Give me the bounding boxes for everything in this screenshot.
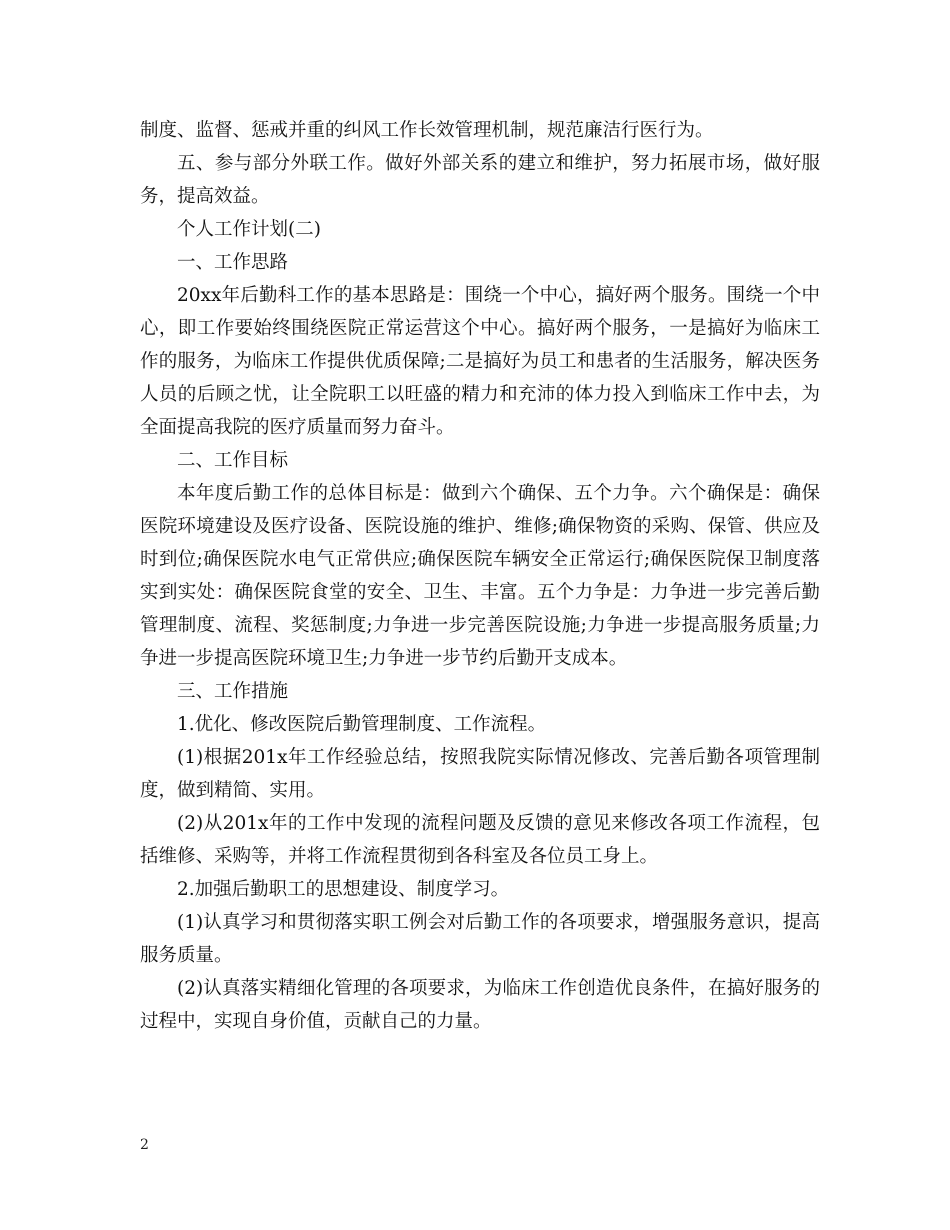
- measure-item-1: 1.优化、修改医院后勤管理制度、工作流程。: [177, 714, 547, 735]
- measure-item-2: 2.加强后勤职工的思想建设、制度学习。: [177, 879, 510, 900]
- measure-subitem-2-2: (2)认真落实精细化管理的各项要求，为临床工作创造优良条件，在搞好服务的过程中，实现自身价值，贡献自己的力量。: [140, 978, 820, 1032]
- paragraph-work-goals: 本年度后勤工作的总体目标是：做到六个确保、五个力争。六个确保是：确保医院环境建设及医疗设备、医院设施的维护、维修;确保物资的采购、保管、供应及时到位;确保医院水电气正常供应;确保医院车辆安全正常运行;确保医院保卫制度落实到实处：确保医院食堂的安全、卫生、丰富。五个力争是：力争进一步完善后勤管理制度、流程、奖惩制度;力争进一步完善医院设施;力争进一步提高服务质量;力争进一步提高医院环境卫生;力争进一步节约后勤开支成本。: [140, 483, 820, 669]
- document-body: [140, 114, 820, 1038]
- paragraph-external-relations: 五、参与部分外联工作。做好外部关系的建立和维护，努力拓展市场，做好服务，提高效益。: [140, 153, 820, 207]
- measure-subitem-2-1: (1)认真学习和贯彻落实职工例会对后勤工作的各项要求，增强服务意识，提高服务质量。: [140, 912, 820, 966]
- page-number: 2: [140, 1137, 149, 1153]
- heading-work-goals: 二、工作目标: [177, 450, 289, 471]
- paragraph-work-approach: 20xx年后勤科工作的基本思路是：围绕一个中心，搞好两个服务。围绕一个中心，即工作要始终围绕医院正常运营这个中心。搞好两个服务，一是搞好为临床工作的服务，为临床工作提供优质保障;二是搞好为员工和患者的生活服务，解决医务人员的后顾之忧，让全院职工以旺盛的精力和充沛的体力投入到临床工作中去，为全面提高我院的医疗质量而努力奋斗。: [140, 285, 820, 438]
- measure-subitem-1-2: (2)从201x年的工作中发现的流程问题及反馈的意见来修改各项工作流程，包括维修、采购等，并将工作流程贯彻到各科室及各位员工身上。: [140, 813, 820, 867]
- section-title: 个人工作计划(二): [177, 219, 321, 240]
- heading-work-measures: 三、工作措施: [177, 681, 289, 702]
- heading-work-approach: 一、工作思路: [177, 252, 289, 273]
- paragraph-continuation: 制度、监督、惩戒并重的纠风工作长效管理机制，规范廉洁行医行为。: [140, 120, 714, 141]
- measure-subitem-1-1: (1)根据201x年工作经验总结，按照我院实际情况修改、完善后勤各项管理制度，做到精简、实用。: [140, 747, 820, 801]
